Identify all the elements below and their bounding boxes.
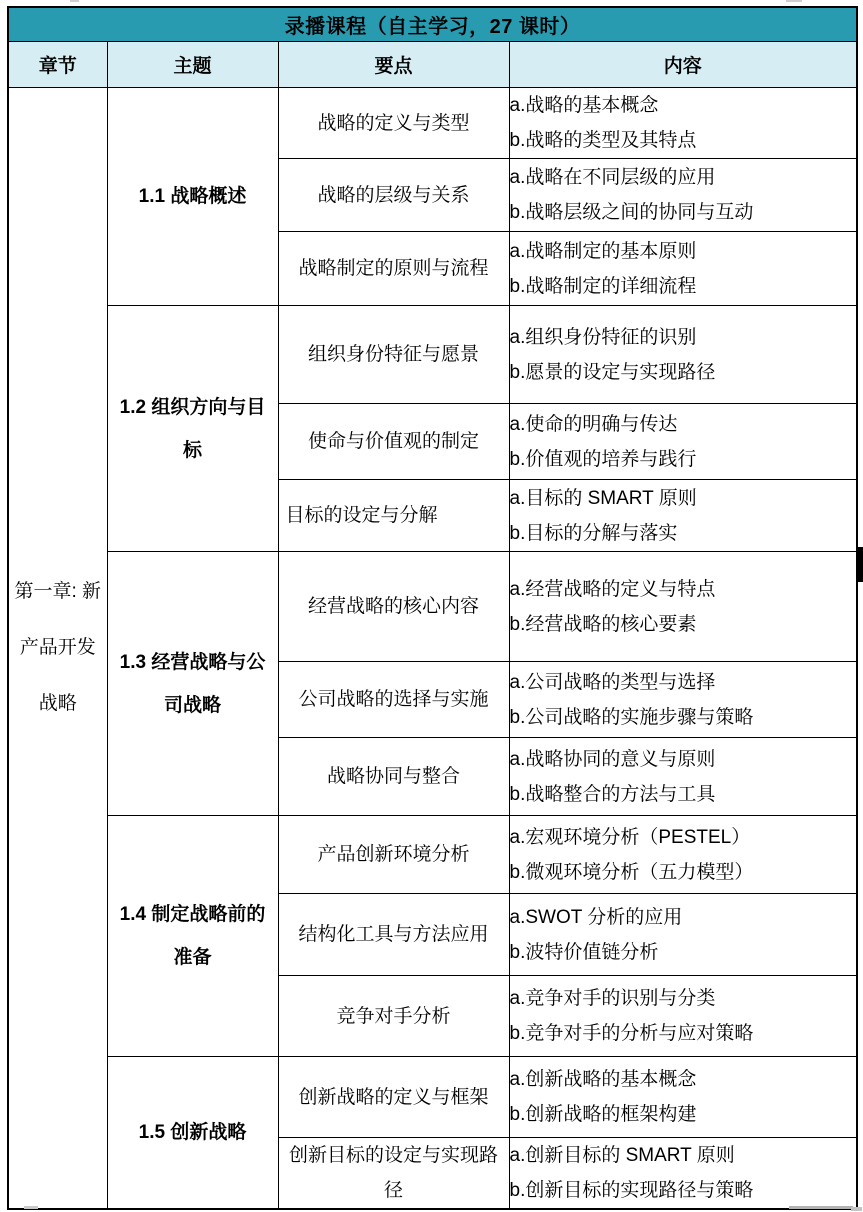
point-line: 战略协同与整合 bbox=[326, 766, 460, 787]
point-cell bbox=[278, 894, 509, 976]
topic-cell bbox=[107, 88, 278, 306]
topic-cell bbox=[107, 306, 278, 552]
content-line: b.竞争对手的分析与应对策略 bbox=[509, 1023, 754, 1044]
table-row bbox=[8, 88, 857, 159]
table-row bbox=[8, 816, 857, 894]
content-cell bbox=[509, 976, 857, 1057]
point-cell bbox=[278, 232, 509, 306]
content-cell bbox=[509, 662, 857, 738]
col-header-points: 要点 bbox=[278, 42, 509, 88]
point-line: 公司战略的选择与实施 bbox=[298, 689, 489, 710]
topic-line: 1.4 制定战略前的 bbox=[119, 904, 266, 925]
point-cell bbox=[278, 738, 509, 816]
point-line: 创新战略的定义与框架 bbox=[298, 1086, 489, 1108]
content-line: a.组织身份特征的识别 bbox=[509, 326, 697, 348]
bottom-gray-bar-artifact bbox=[789, 1206, 853, 1209]
content-cell bbox=[509, 306, 857, 404]
title-row bbox=[8, 7, 857, 42]
table-title: 录播课程（自主学习，27 课时） bbox=[8, 7, 857, 42]
topic-line: 司战略 bbox=[163, 694, 221, 716]
topic-line: 标 bbox=[182, 439, 202, 461]
topic-cell bbox=[107, 816, 278, 1057]
content-cell bbox=[509, 738, 857, 816]
topic-line: 1.2 组织方向与目 bbox=[119, 396, 266, 418]
content-line: b.价值观的培养与践行 bbox=[509, 448, 697, 470]
point-line: 结构化工具与方法应用 bbox=[298, 924, 489, 945]
content-line: a.宏观环境分析（PESTEL） bbox=[509, 826, 751, 848]
content-line: a.战略协同的意义与原则 bbox=[509, 748, 716, 770]
col-header-content: 内容 bbox=[509, 42, 857, 88]
chapter-line: 产品开发 bbox=[19, 637, 96, 658]
point-line: 使命与价值观的制定 bbox=[307, 431, 479, 452]
topic-line: 准备 bbox=[173, 947, 212, 968]
topic-line: 1.1 战略概述 bbox=[138, 186, 247, 207]
col-header-topic: 主题 bbox=[107, 42, 278, 88]
content-line: a.创新战略的基本概念 bbox=[509, 1069, 697, 1090]
col-header-chapter: 章节 bbox=[8, 42, 107, 88]
point-line: 目标的设定与分解 bbox=[285, 505, 438, 526]
table-row bbox=[8, 552, 857, 662]
point-line: 战略的层级与关系 bbox=[317, 184, 470, 206]
content-line: a.战略的基本概念 bbox=[509, 95, 659, 116]
point-cell bbox=[278, 662, 509, 738]
top-right-tick-artifact bbox=[786, 0, 802, 2]
point-cell bbox=[278, 88, 509, 159]
chapter-line: 第一章: 新 bbox=[14, 581, 102, 602]
content-cell bbox=[509, 1138, 857, 1210]
bottom-corner-artifact bbox=[851, 1207, 862, 1211]
content-line: b.创新战略的框架构建 bbox=[509, 1104, 697, 1125]
content-line: a.使命的明确与传达 bbox=[509, 413, 678, 435]
content-line: b.波特价值链分析 bbox=[509, 941, 659, 963]
chapter-cell bbox=[8, 88, 107, 1210]
topic-line: 1.3 经营战略与公 bbox=[119, 651, 266, 673]
content-line: a.创新目标的 SMART 原则 bbox=[509, 1145, 735, 1166]
content-line: b.战略层级之间的协同与互动 bbox=[509, 202, 754, 223]
content-line: a.目标的 SMART 原则 bbox=[509, 487, 697, 509]
point-cell bbox=[278, 306, 509, 404]
topic-line: 1.5 创新战略 bbox=[138, 1122, 247, 1143]
point-cell bbox=[278, 816, 509, 894]
content-line: b.战略的类型及其特点 bbox=[509, 130, 697, 151]
content-line: b.创新目标的实现路径与策略 bbox=[509, 1180, 754, 1201]
top-tick-artifact bbox=[70, 0, 79, 2]
content-line: a.竞争对手的识别与分类 bbox=[509, 988, 716, 1009]
content-line: a.战略在不同层级的应用 bbox=[509, 167, 716, 188]
point-line: 竞争对手分析 bbox=[336, 1005, 451, 1027]
point-line: 战略制定的原则与流程 bbox=[298, 258, 489, 279]
topic-cell bbox=[107, 1057, 278, 1210]
content-cell bbox=[509, 404, 857, 480]
content-cell bbox=[509, 480, 857, 552]
content-line: a.战略制定的基本原则 bbox=[509, 240, 697, 262]
course-table bbox=[7, 6, 858, 1210]
content-line: b.微观环境分析（五力模型） bbox=[509, 861, 754, 883]
content-cell bbox=[509, 894, 857, 976]
point-line: 径 bbox=[383, 1180, 403, 1201]
point-cell bbox=[278, 404, 509, 480]
content-line: a.经营战略的定义与特点 bbox=[509, 578, 716, 600]
topic-cell bbox=[107, 552, 278, 816]
right-edge-artifact bbox=[858, 547, 863, 582]
content-line: b.战略制定的详细流程 bbox=[509, 275, 697, 297]
point-line: 组织身份特征与愿景 bbox=[307, 344, 479, 365]
content-line: b.公司战略的实施步骤与策略 bbox=[509, 706, 754, 728]
point-line: 创新目标的设定与实现路 bbox=[288, 1145, 498, 1166]
content-cell bbox=[509, 1057, 857, 1138]
content-line: b.经营战略的核心要素 bbox=[509, 613, 697, 635]
content-cell bbox=[509, 88, 857, 159]
content-cell bbox=[509, 552, 857, 662]
bottom-left-tick-artifact bbox=[24, 1206, 38, 1209]
content-cell bbox=[509, 159, 857, 232]
table-row bbox=[8, 1057, 857, 1138]
point-cell bbox=[278, 552, 509, 662]
point-line: 经营战略的核心内容 bbox=[307, 596, 479, 617]
point-cell bbox=[278, 1057, 509, 1138]
point-cell bbox=[278, 480, 509, 552]
content-line: a.SWOT 分析的应用 bbox=[509, 906, 683, 928]
point-line: 战略的定义与类型 bbox=[317, 112, 470, 134]
content-line: b.愿景的设定与实现路径 bbox=[509, 361, 716, 383]
table-row bbox=[8, 306, 857, 404]
content-cell bbox=[509, 816, 857, 894]
content-line: b.目标的分解与落实 bbox=[509, 522, 678, 544]
content-line: a.公司战略的类型与选择 bbox=[509, 671, 716, 693]
content-line: b.战略整合的方法与工具 bbox=[509, 783, 716, 805]
point-cell bbox=[278, 976, 509, 1057]
point-cell bbox=[278, 159, 509, 232]
course-table-body bbox=[8, 88, 857, 1210]
point-line: 产品创新环境分析 bbox=[317, 844, 470, 865]
column-header-row bbox=[8, 42, 857, 88]
chapter-line: 战略 bbox=[38, 693, 77, 714]
point-cell bbox=[278, 1138, 509, 1210]
content-cell bbox=[509, 232, 857, 306]
